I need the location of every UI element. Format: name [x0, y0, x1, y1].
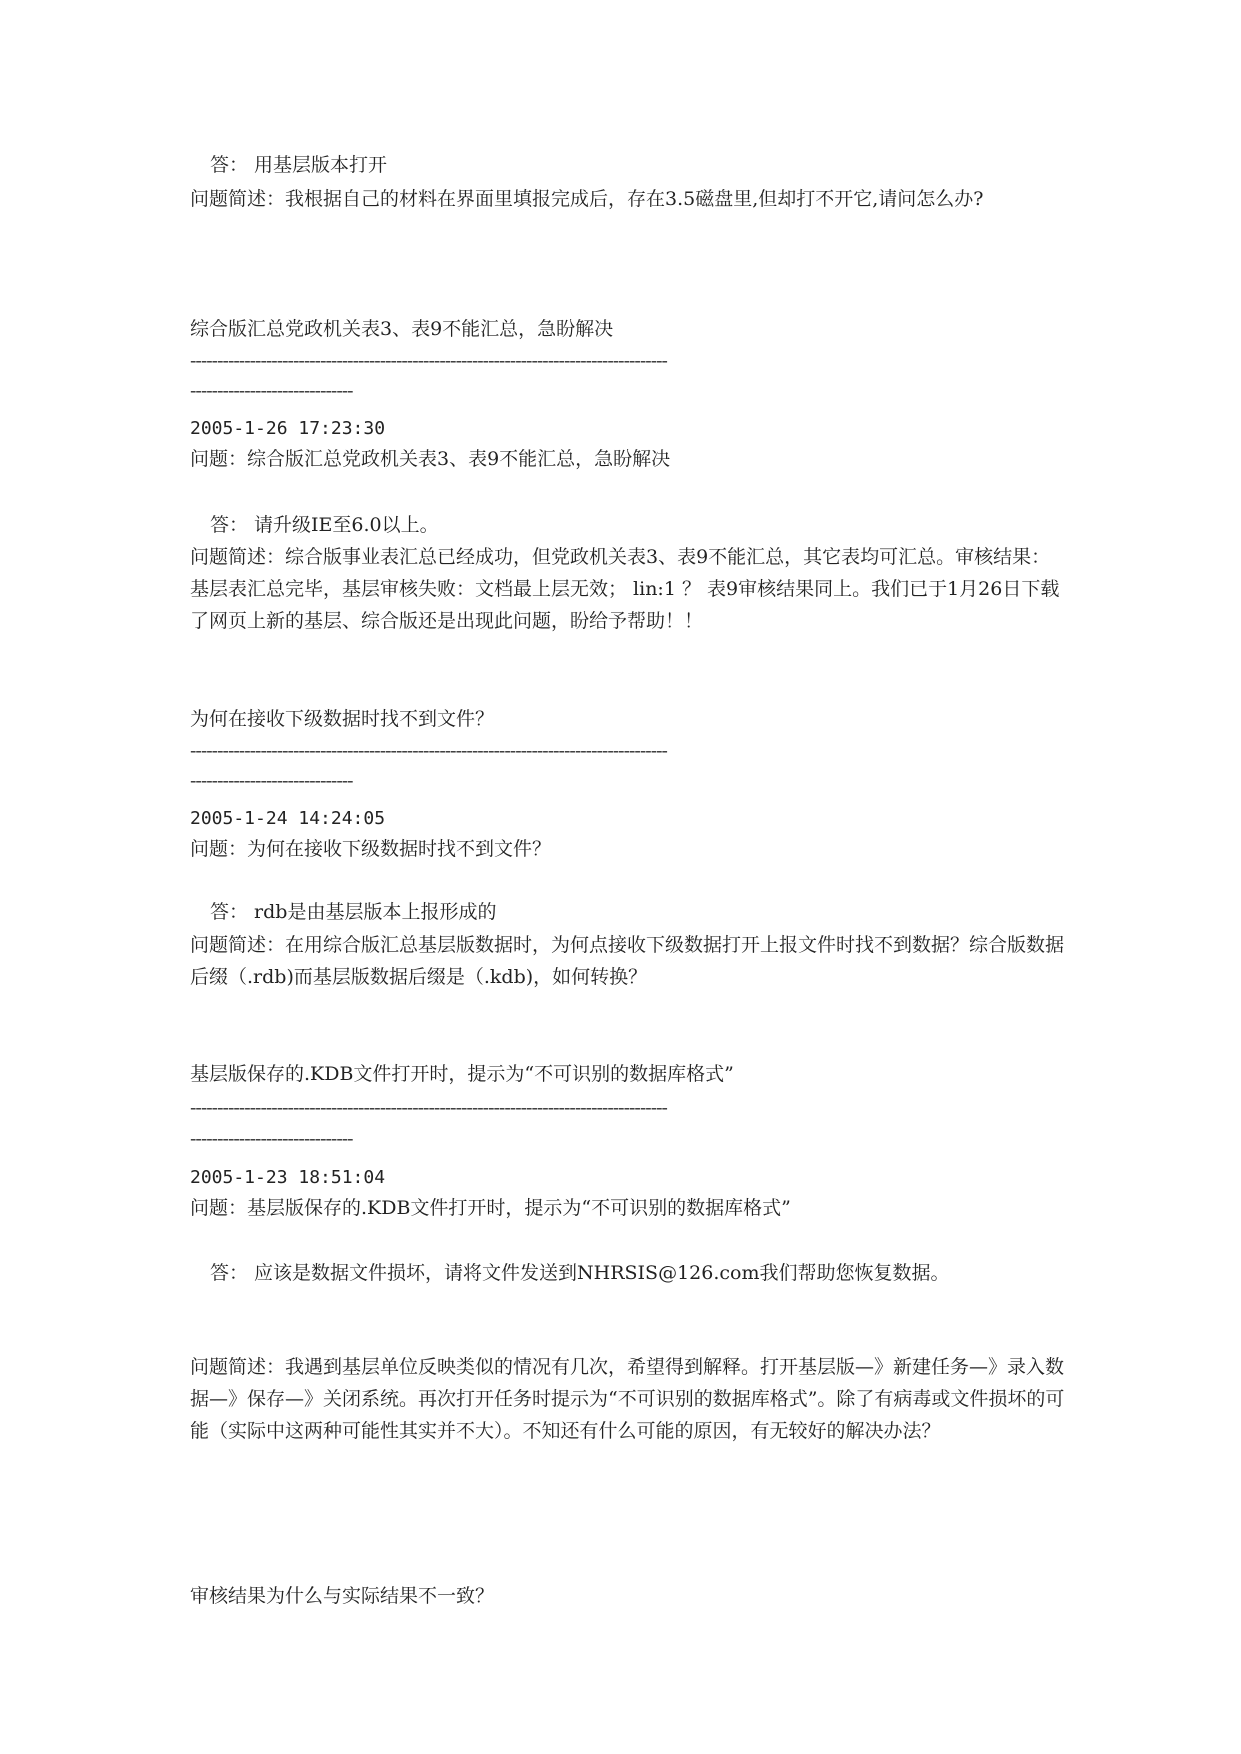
question-description: 问题简述：在用综合版汇总基层版数据时，为何点接收下级数据打开上报文件时找不到数据？综合版数据后缀（.rdb)而基层版数据后缀是（.kdb)，如何转换？	[190, 934, 1065, 988]
answer-text: 答： rdb是由基层版本上报形成的	[210, 901, 497, 923]
entry-datetime: 2005-1-24 14:24:05	[190, 808, 386, 829]
entry-title: 审核结果为什么与实际结果不一致？	[190, 1585, 495, 1607]
entry-title: 基层版保存的.KDB文件打开时，提示为“不可识别的数据库格式”	[190, 1063, 734, 1085]
separator-line: ----------------------------------------------------------------------------------------	[190, 1097, 667, 1119]
separator-line: ----------------------------------------------------------------------------------------	[190, 350, 667, 372]
question-text: 问题：基层版保存的.KDB文件打开时，提示为“不可识别的数据库格式”	[190, 1197, 791, 1219]
answer-text: 答： 用基层版本打开	[210, 154, 388, 176]
question-description: 问题简述：我根据自己的材料在界面里填报完成后，存在3.5磁盘里,但却打不开它,请问怎么办?	[190, 188, 984, 210]
question-description: 问题简述：我遇到基层单位反映类似的情况有几次，希望得到解释。打开基层版—》新建任务—》录入数据—》保存—》关闭系统。再次打开任务时提示为“不可识别的数据库格式”。除了有病毒或文件损坏的可能（实际中这两种可能性其实并不大）。不知还有什么可能的原因，有无较好的解决办法？	[190, 1356, 1065, 1442]
answer-text: 答： 应该是数据文件损坏，请将文件发送到NHRSIS@126.com我们帮助您恢复数据。	[210, 1262, 950, 1284]
answer-text: 答： 请升级IE至6.0以上。	[210, 514, 439, 536]
separator-line: ------------------------------	[190, 770, 353, 792]
question-description: 问题简述：综合版事业表汇总已经成功，但党政机关表3、表9不能汇总，其它表均可汇总。审核结果：基层表汇总完毕，基层审核失败：文档最上层无效； lin:1 ？ 表9审核结果同上。我们已于1月26日下载了网页上新的基层、综合版还是出现此问题，盼给予帮助！！	[190, 546, 1060, 632]
question-text: 问题：为何在接收下级数据时找不到文件？	[190, 838, 552, 860]
entry-datetime: 2005-1-23 18:51:04	[190, 1167, 386, 1188]
separator-line: ----------------------------------------------------------------------------------------	[190, 740, 667, 762]
question-text: 问题：综合版汇总党政机关表3、表9不能汇总，急盼解决	[190, 448, 671, 470]
entry-title: 为何在接收下级数据时找不到文件？	[190, 708, 495, 730]
entry-title: 综合版汇总党政机关表3、表9不能汇总，急盼解决	[190, 318, 614, 340]
entry-datetime: 2005-1-26 17:23:30	[190, 418, 386, 439]
separator-line: ------------------------------	[190, 380, 353, 402]
separator-line: ------------------------------	[190, 1128, 353, 1150]
